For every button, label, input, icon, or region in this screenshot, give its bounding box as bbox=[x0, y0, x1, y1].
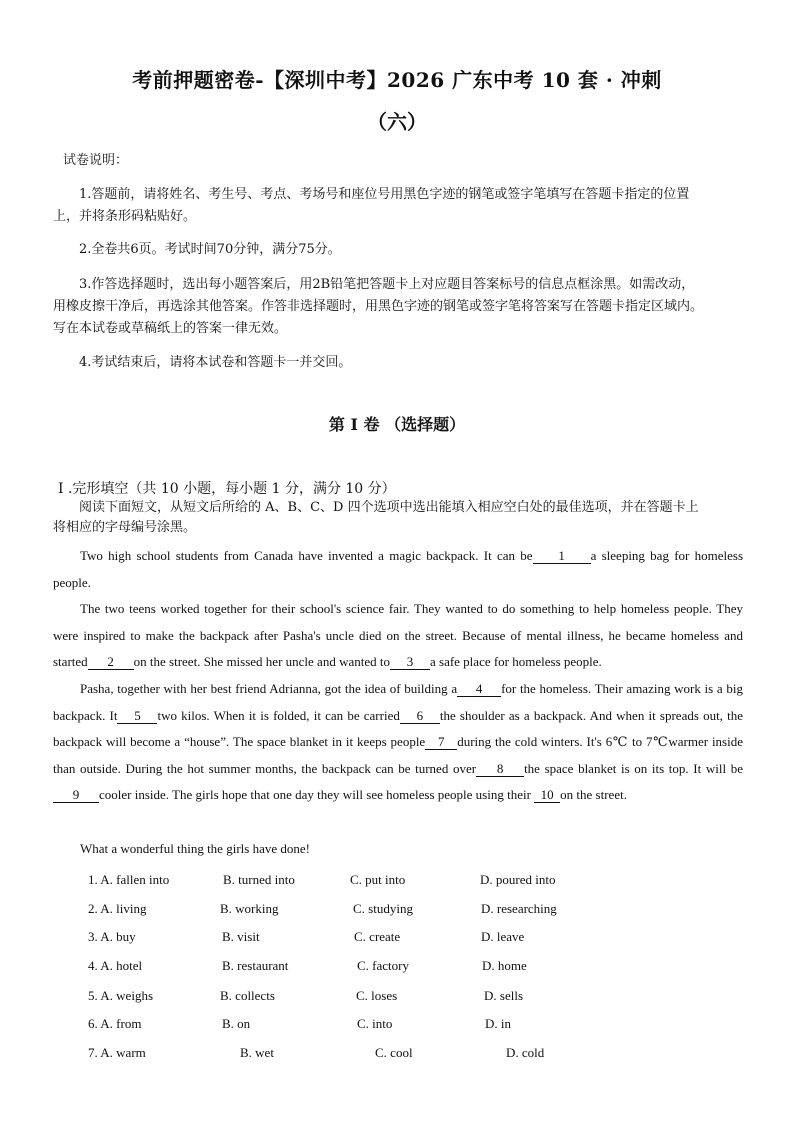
option-3-d: D. leave bbox=[481, 929, 525, 944]
option-4-c: C. factory bbox=[357, 958, 409, 973]
option-2-d: D. researching bbox=[481, 901, 557, 916]
option-7-a: 7. A. warm bbox=[88, 1045, 146, 1060]
instruction-1-line1: 1.答题前，请将姓名、考生号、考点、考场号和座位号用黑色字迹的钢笔或签字笔填写在答题卡指定的位置 bbox=[79, 187, 690, 202]
option-5-d: D. sells bbox=[484, 988, 523, 1003]
option-5-b: B. collects bbox=[220, 988, 275, 1003]
blank-9: 9 bbox=[53, 787, 99, 803]
option-7-b: B. wet bbox=[240, 1045, 274, 1060]
blank-3: 3 bbox=[390, 654, 430, 670]
instruction-1-line2: 上，并将条形码粘贴好。 bbox=[53, 209, 197, 224]
option-7-d: D. cold bbox=[506, 1045, 545, 1060]
option-6-d: D. in bbox=[485, 1016, 511, 1031]
option-6-c: C. into bbox=[357, 1016, 393, 1031]
option-7-c: C. cool bbox=[375, 1045, 413, 1060]
option-5-a: 5. A. weighs bbox=[88, 988, 153, 1003]
option-1-d: D. poured into bbox=[480, 872, 556, 887]
blank-4: 4 bbox=[457, 681, 501, 697]
instruction-4: 4.考试结束后，请将本试卷和答题卡一并交回。 bbox=[79, 355, 352, 370]
instructions-label: 试卷说明： bbox=[63, 153, 129, 168]
passage-paragraph-2: The two teens worked together for their school's science fair. They wanted to do something to help homeless people. They were inspired to make the backpack after Pasha's uncle died on the street. Because of mental illness, he became homeless and started 2 on the street. She missed her uncle and wanted to 3 a safe place for homeless people. bbox=[53, 601, 743, 670]
blank-5: 5 bbox=[117, 708, 157, 724]
option-6-b: B. on bbox=[222, 1016, 251, 1031]
instruction-3-line1: 3.作答选择题时，选出每小题答案后，用2B铅笔把答题卡上对应题目答案标号的信息点框涂黑。如需改动， bbox=[79, 277, 695, 292]
instruction-3-line2: 用橡皮擦干净后，再选涂其他答案。作答非选择题时，用黑色字迹的钢笔或签字笔将答案写在答题卡指定区域内。 bbox=[53, 299, 704, 314]
blank-10: 10 bbox=[534, 787, 560, 803]
blank-1: 1 bbox=[533, 548, 591, 564]
part-heading: I .完形填空（共 10 小题，每小题 1 分，满分 10 分） bbox=[58, 481, 396, 497]
part-note bbox=[53, 498, 753, 538]
option-1-b: B. turned into bbox=[223, 872, 295, 887]
option-2-c: C. studying bbox=[353, 901, 413, 916]
option-1-c: C. put into bbox=[350, 872, 406, 887]
passage-paragraph-1: Two high school students from Canada have invented a magic backpack. It can be 1 a sleeping bag for homeless people. bbox=[53, 548, 743, 590]
blank-8: 8 bbox=[476, 761, 524, 777]
blank-6: 6 bbox=[400, 708, 440, 724]
part-note-line1: 阅读下面短文，从短文后所给的 A、B、C、D 四个选项中选出能填入相应空白处的最佳选项，并在答题卡上 bbox=[79, 500, 699, 515]
option-6-a: 6. A. from bbox=[88, 1016, 142, 1031]
option-4-b: B. restaurant bbox=[222, 958, 289, 973]
option-1-a: 1. A. fallen into bbox=[88, 872, 170, 887]
exam-title: 考前押题密卷-【深圳中考】2026 广东中考 10 套 · 冲刺 bbox=[132, 68, 662, 92]
blank-2: 2 bbox=[88, 654, 134, 670]
passage-paragraph-3: Pasha, together with her best friend Adrianna, got the idea of building a 4 for the homeless. Their amazing work is a big backpack. It 5 two kilos. When it is folded, it can be carried 6 the shoulder as a backpack. And when it spreads out, the backpack will become a “house”. The space blanket in it keeps people 7 during the cold winters. It's 6℃ to 7℃warmer inside than outside. During the hot summer months, the backpack can be turned over 8 the space blanket is on its top. It will be9 cooler inside. The girls hope that one day they will see homeless people using their 10 on the street. bbox=[53, 681, 744, 803]
option-3-a: 3. A. buy bbox=[88, 929, 136, 944]
option-5-c: C. loses bbox=[356, 988, 398, 1003]
option-3-c: C. create bbox=[354, 929, 401, 944]
instruction-2: 2.全卷共6页。考试时间70分钟，满分75分。 bbox=[79, 242, 341, 257]
exam-subtitle: （六） bbox=[367, 110, 427, 134]
passage-paragraph-4: What a wonderful thing the girls have done! bbox=[80, 841, 310, 856]
option-4-d: D. home bbox=[482, 958, 527, 973]
option-2-b: B. working bbox=[220, 901, 279, 916]
section-title: 第 I 卷 （选择题） bbox=[328, 415, 466, 434]
instruction-3-line3: 写在本试卷或草稿纸上的答案一律无效。 bbox=[53, 321, 288, 336]
option-3-b: B. visit bbox=[222, 929, 260, 944]
part-note-line2: 将相应的字母编号涂黑。 bbox=[53, 520, 197, 535]
option-4-a: 4. A. hotel bbox=[88, 958, 143, 973]
blank-7: 7 bbox=[425, 734, 457, 750]
option-2-a: 2. A. living bbox=[88, 901, 147, 916]
